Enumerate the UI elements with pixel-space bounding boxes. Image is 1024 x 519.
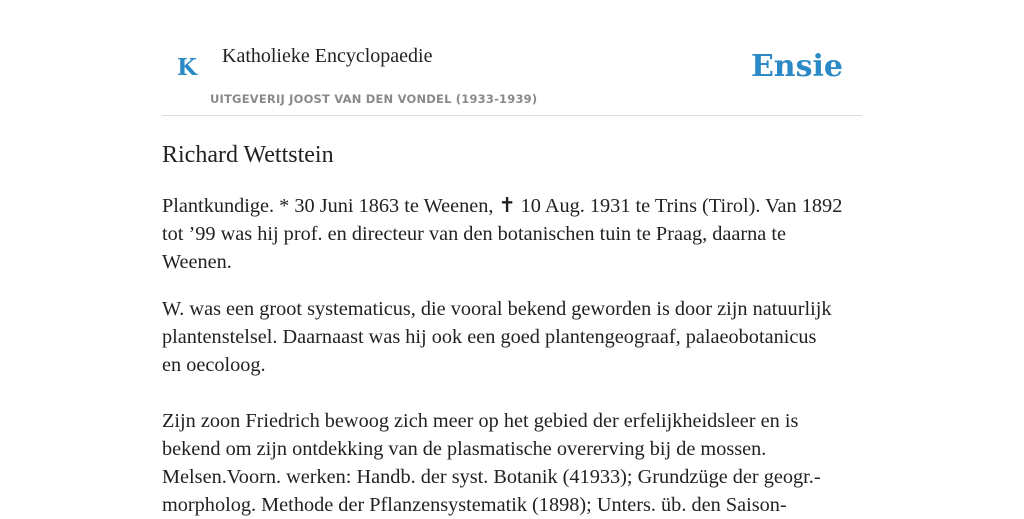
brand-logo[interactable]: Ensie [750, 49, 843, 84]
paragraph-line: Plantkundige. * 30 Juni 1863 te Weenen, ✝ 10 Aug. 1931 te Trins (Tirol). Van 1892 [162, 195, 843, 217]
site-subtitle: UITGEVERIJ JOOST VAN DEN VONDEL (1933-1939) [210, 92, 538, 106]
article-paragraph [162, 192, 862, 276]
site-header [162, 0, 862, 116]
page [162, 0, 862, 516]
article-title: Richard Wettstein [162, 142, 334, 168]
paragraph-line: plantenstelsel. Daarnaast was hij ook een goed plantengeograaf, palaeobotanicus [162, 326, 817, 348]
paragraph-line: tot ’99 was hij prof. en directeur van den botanischen tuin te Praag, daarna te [162, 223, 786, 245]
article-paragraph [162, 295, 862, 379]
paragraph-line: morpholog. Methode der Pflanzensystematik (1898); Unters. üb. den Saison- [162, 494, 787, 516]
site-title[interactable]: Katholieke Encyclopaedie [222, 45, 433, 67]
paragraph-line: en oecoloog. [162, 354, 266, 376]
paragraph-line: Melsen.Voorn. werken: Handb. der syst. Botanik (41933); Grundzüge der geogr.- [162, 466, 821, 488]
logo-icon[interactable]: K [177, 54, 197, 81]
paragraph-line: W. was een groot systematicus, die vooral bekend geworden is door zijn natuurlijk [162, 298, 832, 320]
paragraph-line: Zijn zoon Friedrich bewoog zich meer op het gebied der erfelijkheidsleer en is [162, 410, 799, 432]
paragraph-line: Weenen. [162, 251, 232, 273]
paragraph-line: bekend om zijn ontdekking van de plasmatische overerving bij de mossen. [162, 438, 767, 460]
article-paragraph [162, 407, 862, 519]
